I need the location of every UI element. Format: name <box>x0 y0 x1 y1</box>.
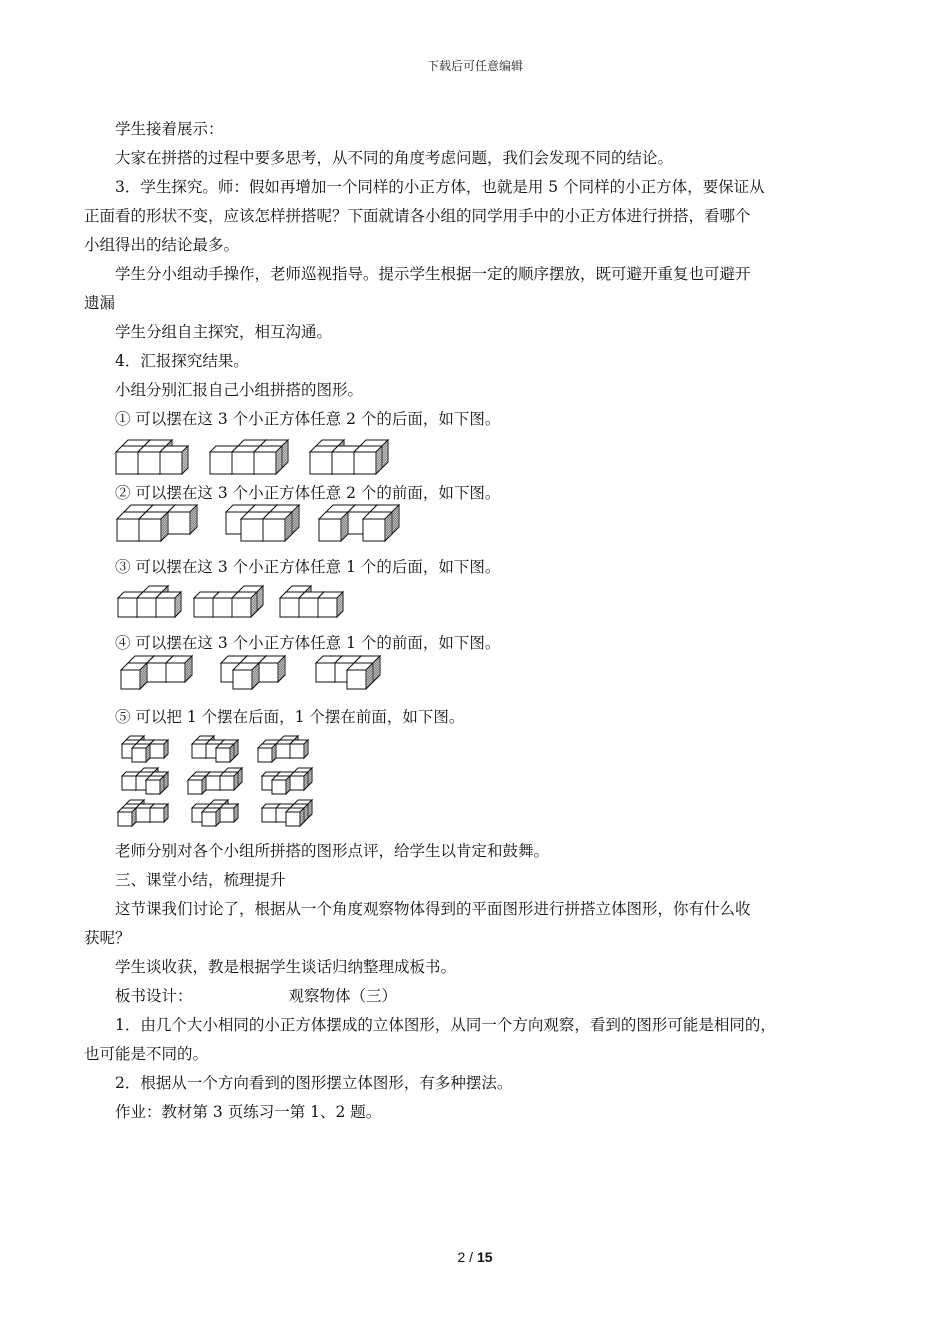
text-line: 也可能是不同的。 <box>84 1045 209 1063</box>
cube-block <box>258 744 276 762</box>
cube-block <box>216 744 234 762</box>
cube-block <box>263 512 292 541</box>
cube-block <box>363 512 392 541</box>
text-line: ⑤ 可以把 1 个摆在后面，1 个摆在前面，如下图。 <box>115 708 465 726</box>
cube-block <box>319 512 348 541</box>
cube-figure-grid-5 <box>114 734 324 832</box>
cube-block <box>188 776 206 794</box>
page-current: 2 <box>457 1249 466 1265</box>
text-line: 遗漏 <box>84 294 116 312</box>
cube-arrangements-back-and-front <box>114 734 324 832</box>
text-line: 4．汇报探究结果。 <box>115 352 249 370</box>
text-line: 老师分别对各个小组所拼搭的图形点评，给学生以肯定和鼓舞。 <box>115 842 550 860</box>
cube-figure-row-2 <box>116 508 406 550</box>
cube-block <box>232 592 257 617</box>
cube-block <box>272 776 290 794</box>
text-line: 小组得出的结论最多。 <box>84 236 240 254</box>
cube-block <box>202 808 220 826</box>
text-line: 获呢？ <box>84 929 131 947</box>
cube-block <box>139 512 168 541</box>
text-line: 正面看的形状不变，应该怎样拼搭呢？下面就请各小组的同学用手中的小正方体进行拼搭，看哪个 <box>84 207 751 225</box>
text-line: 大家在拼搭的过程中要多思考，从不同的角度考虑问题，我们会发现不同的结论。 <box>115 149 674 167</box>
cube-block <box>118 808 136 826</box>
cube-figure-row-3 <box>116 582 366 624</box>
cube-block <box>290 772 308 790</box>
page-header: 下载后可任意编辑 <box>426 59 523 73</box>
cube-block <box>347 663 373 689</box>
text-line: 学生接着展示： <box>115 120 224 138</box>
text-line: ① 可以摆在这 3 个小正方体任意 2 个的后面，如下图。 <box>115 410 501 428</box>
cube-block <box>354 446 382 474</box>
text-line: 2．根据从一个方向看到的图形摆立体图形，有多种摆法。 <box>115 1074 513 1092</box>
text-line: 这节课我们讨论了，根据从一个角度观察物体得到的平面图形进行拼搭立体图形，你有什么收 <box>115 900 751 918</box>
cube-block <box>160 446 188 474</box>
cube-block <box>290 740 308 758</box>
board-title: 观察物体（三） <box>288 987 398 1005</box>
cube-block <box>150 740 168 758</box>
cube-figure-row-1 <box>116 436 406 476</box>
text-line: 作业：教材第 3 页练习一第 1、2 题。 <box>115 1103 382 1121</box>
cube-arrangements-front-2 <box>116 508 406 550</box>
text-line: 1．由几个大小相同的小正方体摆成的立体图形，从同一个方向观察，看到的图形可能是相同的， <box>115 1016 776 1034</box>
text-line: ④ 可以摆在这 3 个小正方体任意 1 个的前面，如下图。 <box>115 634 501 652</box>
text-line: 学生分小组动手操作，老师巡视指导。提示学生根据一定的顺序摆放，既可避开重复也可避开 <box>115 265 751 283</box>
cube-block <box>156 592 181 617</box>
cube-arrangements-back-2 <box>116 436 406 476</box>
text-line: 学生谈收获，教是根据学生谈话归纳整理成板书。 <box>115 958 457 976</box>
cube-block <box>220 804 238 822</box>
text-line: ② 可以摆在这 3 个小正方体任意 2 个的前面，如下图。 <box>115 484 501 502</box>
text-line: ③ 可以摆在这 3 个小正方体任意 1 个的后面，如下图。 <box>115 558 501 576</box>
section-heading: 三、课堂小结，梳理提升 <box>115 871 286 889</box>
page-separator: / <box>465 1249 477 1265</box>
cube-block <box>168 505 197 534</box>
text-line: 3．学生探究。师：假如再增加一个同样的小正方体，也就是用 5 个同样的小正方体，要保证从 <box>115 178 765 196</box>
cube-block <box>318 592 343 617</box>
cube-block <box>132 744 150 762</box>
board-design-line <box>115 985 397 1007</box>
cube-block <box>146 776 164 794</box>
cube-figure-row-4 <box>116 658 386 698</box>
cube-block <box>286 808 304 826</box>
cube-block <box>150 804 168 822</box>
cube-arrangements-back-1 <box>116 582 366 624</box>
page-total: 15 <box>476 1249 493 1265</box>
cube-block <box>121 663 147 689</box>
page-number <box>0 1249 950 1265</box>
cube-block <box>259 656 285 682</box>
cube-block <box>166 656 192 682</box>
cube-block <box>233 663 259 689</box>
text-line: 小组分别汇报自己小组拼搭的图形。 <box>115 381 364 399</box>
cube-arrangements-front-1 <box>116 658 386 698</box>
text-line: 学生分组自主探究，相互沟通。 <box>115 323 333 341</box>
board-design-label: 板书设计： <box>115 987 193 1005</box>
cube-block <box>220 772 238 790</box>
cube-block <box>254 446 282 474</box>
